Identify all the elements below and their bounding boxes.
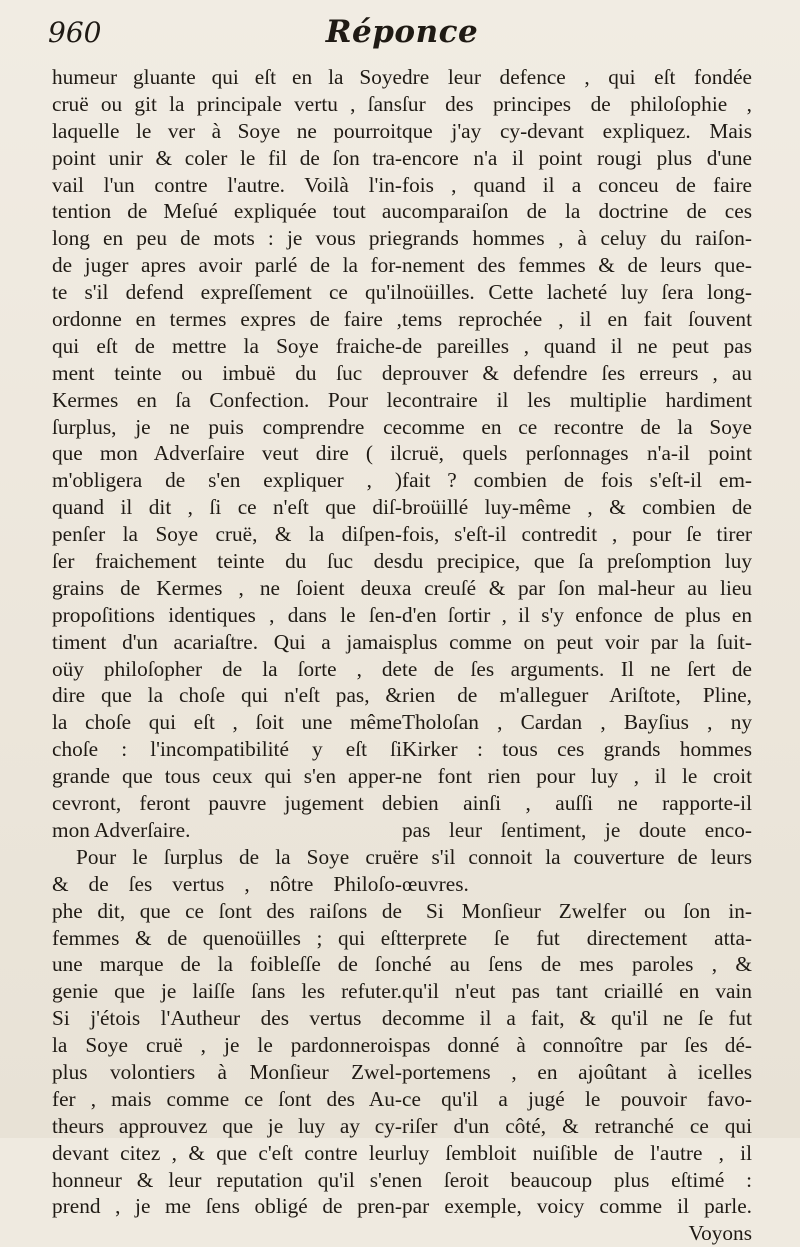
text-line: propoſitions identiques , dans le ſen-: [52, 602, 402, 627]
text-line: plus volontiers à Monſieur Zwel-: [52, 1059, 402, 1084]
text-line: œuvres.: [402, 871, 469, 896]
text-line: genie que je laiſſe ſans les refuter.: [52, 979, 402, 1004]
text-line: la Soye cruë , je le pardonnerois: [52, 1033, 402, 1058]
text-line: en ſeroit beaucoup plus eſtimé :: [402, 1167, 752, 1192]
text-line: comme il a fait, & qu'il ne ſe fut: [402, 1006, 752, 1031]
text-line: portemens , en ajoûtant à icelles: [402, 1059, 752, 1084]
text-line: penſer la Soye cruë, & la diſpen-: [52, 522, 402, 547]
text-line: dre leur defence , qui eſt fondée: [402, 65, 752, 89]
page-number: 960: [48, 16, 102, 49]
text-line: rien de m'alleguer Ariſtote, Pline,: [402, 683, 752, 708]
text-line: te s'il defend expreſſement ce qu'il: [52, 280, 402, 305]
text-line: plus comme on peut voir par la ſuit-: [402, 629, 752, 654]
text-line: Kirker : tous ces grands hommes: [402, 737, 752, 762]
text-line: quand il dit , ſi ce n'eſt que diſ-: [52, 495, 402, 520]
text-line: qu'il n'eut pas tant criaillé en vain: [402, 979, 752, 1004]
page-header: [48, 14, 756, 58]
text-line: mon Adverſaire.: [52, 817, 191, 842]
text-line: cruë, quels perſonnages n'a-il point: [402, 441, 752, 466]
right-text-column: [402, 64, 752, 1247]
text-line: comme en ce recontre de la Soye: [402, 414, 752, 439]
text-line: ché au ſens de mes paroles , &: [402, 952, 752, 977]
text-line: une marque de la foibleſſe de ſon: [52, 952, 402, 977]
text-line: que j'ay cy-devant expliquez. Mais: [402, 118, 752, 143]
text-line: ordonne en termes expres de faire ,: [52, 307, 402, 332]
text-line: fer , mais comme ce ſont des Au-: [52, 1086, 402, 1111]
text-line: terprete ſe fut directement atta-: [402, 925, 752, 950]
text-line: prouver & defendre ſes erreurs , au: [402, 360, 752, 385]
text-line: te de ſes arguments. Il ne ſert de: [402, 656, 752, 681]
text-line: m'obligera de s'en expliquer , ): [52, 468, 402, 493]
text-line: point unir & coler le fil de ſon tra-: [52, 145, 402, 170]
text-line: nement des femmes & de leurs que-: [402, 253, 752, 278]
text-line: cevront, feront pauvre jugement de: [52, 791, 402, 816]
text-line: noüilles. Cette lacheté luy ſera long-: [402, 280, 752, 305]
text-line: riſer d'un côté, & retranché ce qui: [402, 1113, 752, 1138]
text-line: grains de Kermes , ne ſoient deux: [52, 575, 402, 600]
text-line: & de ſes vertus , nôtre Philoſo-: [52, 871, 402, 896]
text-line: Pour le ſurplus de la Soye cruë: [76, 844, 402, 869]
text-line: de juger apres avoir parlé de la for-: [52, 253, 402, 278]
text-line: bien ainſi , auſſi ne rapporte-il: [402, 791, 752, 816]
text-line: a creuſé & par ſon mal-heur au lieu: [402, 575, 752, 600]
text-line: qui eſt de mettre la Soye fraiche-: [52, 333, 402, 358]
text-line: ne font rien pour luy , il le croit: [402, 764, 752, 789]
text-line: fait ? combien de fois s'eſt-il em-: [402, 468, 752, 493]
text-line: dire que la choſe qui n'eſt pas, &: [52, 683, 402, 708]
text-line: phe dit, que ce ſont des raiſons de: [52, 898, 402, 923]
text-line: ment teinte ou imbuë du ſuc de: [52, 360, 402, 385]
text-line: cruë ou git la principale vertu , ſans: [52, 91, 402, 116]
text-line: timent d'un acariaſtre. Qui a jamais: [52, 629, 402, 654]
text-line: du precipice, que ſa preſomption luy: [402, 549, 752, 574]
text-line: laquelle le ver à Soye ne pourroit: [52, 118, 402, 143]
text-line: comparaiſon de la doctrine de ces: [402, 199, 752, 224]
text-line: ce qu'il a jugé le pouvoir favo-: [402, 1086, 752, 1111]
text-line: theurs approuvez que je luy ay cy-: [52, 1113, 402, 1138]
text-line: luy ſembloit nuiſible de l'autre , il: [402, 1140, 752, 1165]
text-line: de pareilles , quand il ne peut pas: [402, 333, 752, 358]
running-head: Réponce: [325, 14, 479, 50]
text-line: tems reprochée , il en fait ſouvent: [402, 307, 752, 332]
text-line: grande que tous ceux qui s'en apper-: [52, 764, 402, 789]
text-line: long en peu de mots : je vous prie: [52, 226, 402, 251]
text-line: la choſe qui eſt , ſoit une même: [52, 710, 402, 735]
text-line: Tholoſan , Cardan , Bayſius , ny: [402, 710, 752, 735]
text-line: Voyons: [688, 1221, 752, 1246]
left-text-column: [52, 64, 402, 1220]
text-line: pas leur ſentiment, je doute enco-: [402, 817, 752, 842]
text-line: Si j'étois l'Autheur des vertus de: [52, 1006, 402, 1031]
text-line: ſur des principes de philoſophie ,: [402, 91, 752, 116]
text-line: encore n'a il point rougi plus d'une: [402, 145, 752, 170]
text-line: tention de Meſué expliquée tout au: [52, 199, 402, 224]
text-line: pas donné à connoître par ſes dé-: [402, 1033, 752, 1058]
text-line: fois, s'eſt-il contredit , pour ſe tirer: [402, 522, 752, 547]
text-line: oüy philoſopher de la ſorte , de: [52, 656, 402, 681]
text-line: re s'il connoit la couverture de leurs: [402, 844, 752, 869]
text-line: fois , quand il a conceu de faire: [402, 172, 752, 197]
text-line: humeur gluante qui eſt en la Soye: [52, 65, 402, 89]
text-line: devant citez , & que c'eſt contre leur: [52, 1140, 402, 1165]
text-line: femmes & de quenoüilles ; qui eſt: [52, 925, 402, 950]
text-line: choſe : l'incompatibilité y eſt ſi: [52, 737, 402, 762]
text-line: vail l'un contre l'autre. Voilà l'in-: [52, 172, 402, 197]
text-line: ſurplus, je ne puis comprendre ce: [52, 414, 402, 439]
text-line: contraire il les multiplie hardiment: [402, 387, 752, 412]
text-line: prend , je me ſens obligé de pren-: [52, 1194, 402, 1219]
text-line: d'en ſortir , il s'y enfonce de plus en: [402, 602, 752, 627]
text-line: broüillé luy-même , & combien de: [402, 495, 752, 520]
text-line: grands hommes , à celuy du raiſon-: [402, 226, 752, 251]
text-line: honneur & leur reputation qu'il s'en: [52, 1167, 402, 1192]
text-line: par exemple, voicy comme il parle.: [402, 1194, 752, 1219]
text-line: que mon Adverſaire veut dire ( il: [52, 441, 402, 466]
text-line: Kermes en ſa Confection. Pour le: [52, 387, 402, 412]
text-line: ſer fraichement teinte du ſuc des: [52, 549, 402, 574]
text-line: Si Monſieur Zwelfer ou ſon in-: [426, 898, 752, 923]
